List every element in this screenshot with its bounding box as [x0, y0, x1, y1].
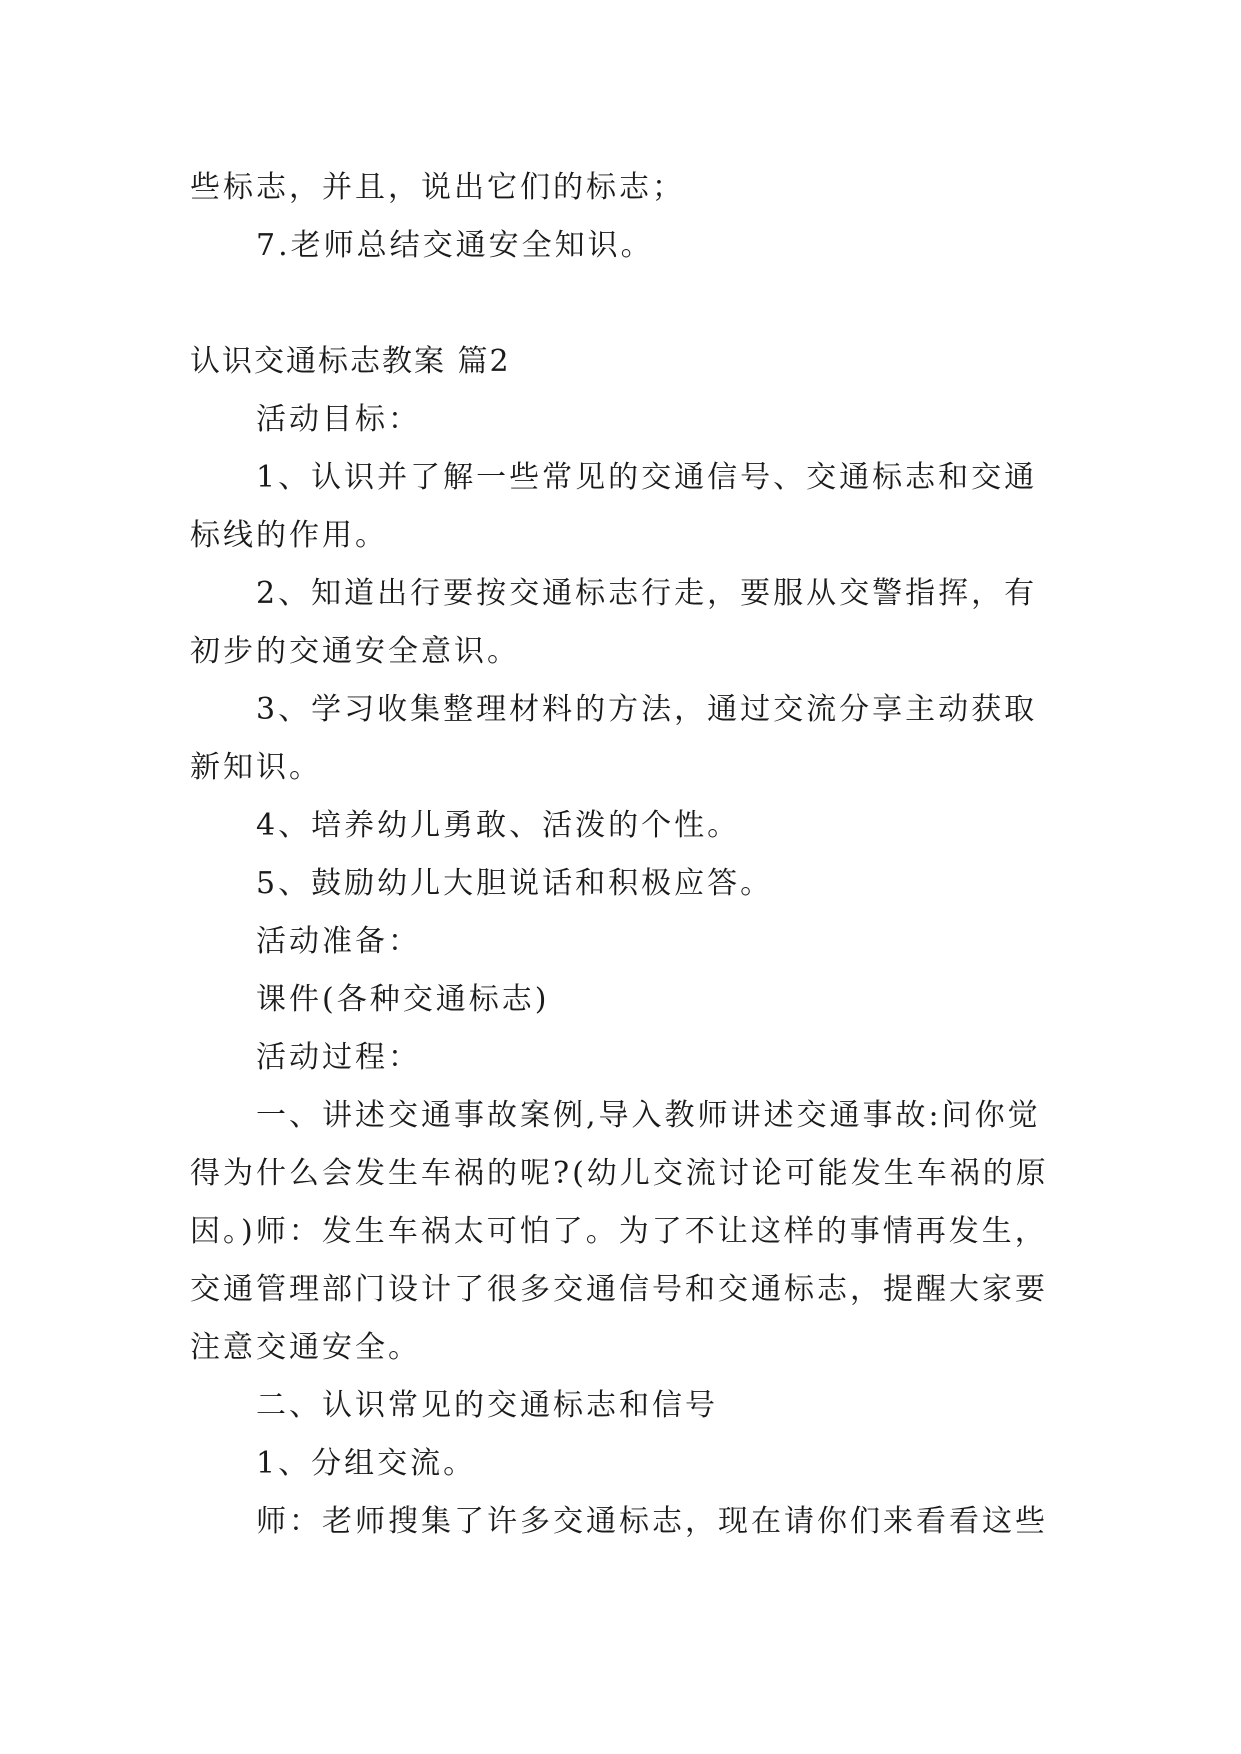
section-heading: 认识交通标志教案 篇2 [190, 344, 511, 379]
text-line: 交通管理部门设计了很多交通信号和交通标志，提醒大家要 [190, 1272, 1048, 1307]
text-line: 2、知道出行要按交通标志行走，要服从交警指挥，有 [256, 576, 1038, 611]
text-line: 3、学习收集整理材料的方法，通过交流分享主动获取 [256, 692, 1038, 727]
text-line: 4、培养幼儿勇敢、活泼的个性。 [256, 808, 741, 843]
text-line: 7.老师总结交通安全知识。 [256, 228, 654, 263]
text-line: 二、认识常见的交通标志和信号 [256, 1388, 718, 1423]
text-line: 活动过程： [256, 1040, 421, 1075]
text-line: 标线的作用。 [190, 518, 388, 553]
text-line: 5、鼓励幼儿大胆说话和积极应答。 [256, 866, 774, 901]
text-line: 些标志，并且，说出它们的标志； [190, 170, 685, 205]
text-line: 初步的交通安全意识。 [190, 634, 520, 669]
text-line: 活动目标： [256, 402, 421, 437]
text-line: 因。)师：发生车祸太可怕了。为了不让这样的事情再发生， [190, 1214, 1048, 1249]
text-line: 注意交通安全。 [190, 1330, 421, 1365]
text-line: 一、讲述交通事故案例,导入教师讲述交通事故:问你觉 [256, 1098, 1041, 1133]
text-line: 师：老师搜集了许多交通标志，现在请你们来看看这些 [256, 1504, 1048, 1539]
text-line: 新知识。 [190, 750, 322, 785]
text-line: 1、认识并了解一些常见的交通信号、交通标志和交通 [256, 460, 1038, 495]
text-line: 活动准备： [256, 924, 421, 959]
text-line: 得为什么会发生车祸的呢?(幼儿交流讨论可能发生车祸的原 [190, 1156, 1049, 1191]
text-line: 1、分组交流。 [256, 1446, 477, 1481]
text-line: 课件(各种交通标志) [256, 982, 550, 1017]
